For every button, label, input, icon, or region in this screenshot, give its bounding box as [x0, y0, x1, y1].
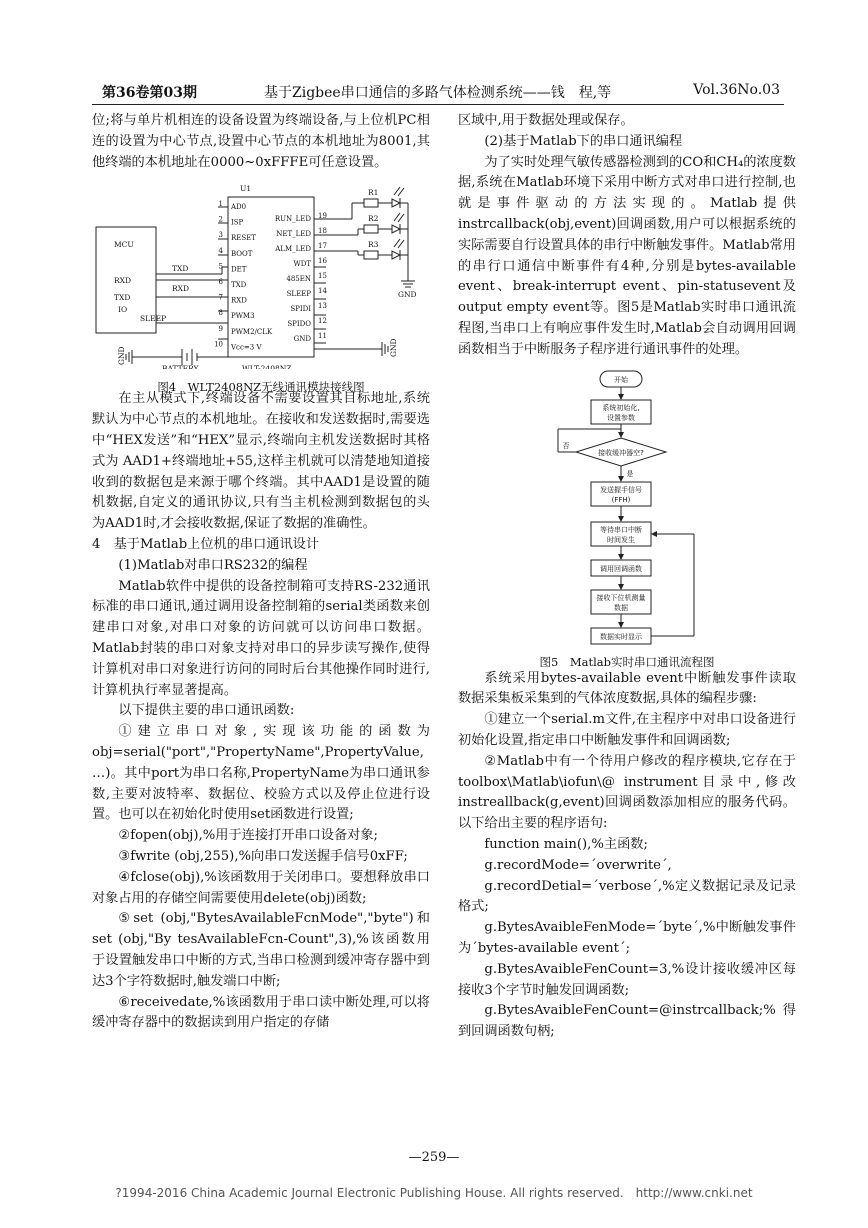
module-pin-label: DET: [231, 265, 247, 274]
sleep-wire-label: SLEEP: [140, 314, 167, 324]
paragraph: Matlab软件中提供的设备控制箱可支持RS-232通讯标准的串口通讯,通过调用设备控制箱的serial类函数来创建串口对象,对串口对象的访问就可以访问串口数据。Matlab封装的串口对象支持对串口的异步读写操作,使得计算机对串口对象进行访问的同时后台其他操作同时进行,计算机执行率显著提高。: [92, 578, 430, 698]
figure-4-caption: 图4 WLT2408NZ无线通讯模块接线图: [157, 380, 365, 395]
paragraph: ①建立一个serial.m文件,在主程序中对串口设备进行初始化设置,指定串口中断触发事件和回调函数;: [458, 712, 796, 748]
start-label: 开始: [614, 375, 628, 384]
pin-number: 8: [218, 309, 223, 318]
page-number: —259—: [408, 1150, 460, 1165]
subsection-heading: (2)基于Matlab下的串口通讯编程: [484, 133, 683, 149]
left-column: [92, 111, 430, 1034]
part-label: WLT-2408NZ: [242, 364, 292, 370]
wiring-diagram: [92, 177, 430, 369]
pin-number: 14: [318, 287, 327, 296]
paragraph: ①建立串口对象,实现该功能的函数为 obj=serial("port","PropertyName",PropertyValue, …)。其中port为串口名称,PropertyName为串口通讯参数,主要对波特率、数据位、校验方式以及停止位进行设置。也可以在初始化时使用set函数进行设置;: [92, 724, 430, 823]
issue-label: 第36卷第03期: [102, 85, 197, 101]
pin-number: 5: [218, 262, 223, 271]
paragraph: 在主从模式下,终端设备不需要设置其目标地址,系统默认为中心节点的本机地址。在接收和发送数据时,需要选中“HEX发送”和“HEX”显示,终端向主机发送数据时其格式为 AAD1+终端地址+55,这样主机就可以清楚地知道接收到的数据包是来源于哪个终端。其中AAD1是设置的随机数据,自定义的通讯协议,只有当主机检测到数据包的头为AAD1时,才会接收数据,保证了数据的准确性。: [92, 391, 430, 532]
pin-number: 7: [218, 293, 223, 302]
paragraph: 为了实时处理气敏传感器检测到的CO和CH₄的浓度数据,系统在Matlab环境下采用中断方式对串口进行控制,也就是事件驱动的方法实现的。Matlab提供instrcallback(obj,event)回调函数,用户可以根据系统的实际需要自行设置具体的串行中断触发事件。Matlab常用的串行口通信中断事件有4种,分别是bytes-available event、break-interrupt event、pin-statusevent及output empty event等。图5是Matlab实时串口通讯流程图,当串口上有响应事件发生时,Matlab会自动调用回调函数相当于中断服务子程序进行通讯事件的处理。: [458, 154, 796, 357]
gnd-left-label: GND: [117, 346, 126, 366]
u1-label: U1: [240, 184, 252, 194]
module-pin-label: AD0: [231, 203, 247, 212]
flowchart: [458, 369, 796, 645]
module-pin-label: NET_LED: [276, 230, 311, 239]
pin-number: 3: [218, 231, 223, 240]
init-label: 系统初始化,: [602, 403, 640, 412]
copyright-footer: ?1994-2016 China Academic Journal Electronic Publishing House. All rights reserved. http://www.cnki.net: [115, 1186, 753, 1200]
yes-label: 是: [626, 469, 634, 478]
r2-label: R2: [368, 214, 379, 224]
pin-number: 15: [318, 272, 327, 281]
init-label-2: 设置参数: [607, 413, 635, 422]
gnd-top-label: GND: [398, 290, 417, 300]
running-header: [92, 82, 784, 104]
module-pin-label: BOOT: [231, 250, 253, 259]
pin-number: 9: [218, 325, 223, 334]
receive-label-2: 数据: [614, 603, 628, 612]
decision-label: 接收缓冲器空?: [598, 448, 644, 457]
header-title: 基于Zigbee串口通信的多路气体检测系统——钱 程,等: [264, 85, 612, 101]
r1-label: R1: [368, 188, 379, 198]
paragraph: 系统采用bytes-available event中断触发事件读取数据采集板采集到的气体浓度数据,具体的编程步骤:: [458, 670, 796, 707]
handshake-label-2: (FFH): [611, 495, 631, 504]
pin-number: 4: [218, 247, 223, 256]
mcu-label: MCU: [114, 240, 134, 250]
pin-number: 1: [218, 200, 223, 209]
io-pin: IO: [118, 305, 128, 315]
module-pin-label: SPIDO: [287, 320, 311, 329]
paragraph: 以下提供主要的串口通讯函数:: [118, 703, 295, 719]
module-pin-label: ALM_LED: [275, 245, 311, 254]
r3-label: R3: [368, 240, 379, 250]
pin-number: 2: [218, 215, 223, 224]
module-pin-label: RUN_LED: [274, 215, 311, 224]
module-pin-label: WDT: [293, 260, 311, 269]
code-line: function main(),%主函数;: [484, 836, 648, 852]
display-label: 数据实时显示: [600, 632, 642, 641]
paragraph: 位;将与单片机相连的设备设置为终端设备,与上位机PC相连的设置为中心节点,设置中心节点的本机地址为8001,其他终端的本机地址在0000~0xFFFE可任意设置。: [92, 113, 430, 170]
figure-4: [92, 177, 430, 395]
module-pin-label: ISP: [231, 218, 244, 227]
paragraph: ⑤set (obj,"BytesAvailableFcnMode","byte")和set (obj,"By tesAvailableFcn-Count",3),%该函数用于设置触发串口中断的方式,当串口检测到缓冲寄存器中到达3个字符数据时,触发端口中断;: [92, 911, 430, 989]
paragraph: ②fopen(obj),%用于连接打开串口设备对象;: [118, 828, 378, 844]
txd-pin: TXD: [114, 293, 131, 303]
no-label: 否: [562, 441, 570, 450]
txd-wire-label: TXD: [172, 264, 189, 274]
module-pin-label: SPIDI: [290, 305, 311, 314]
section-heading: 4 基于Matlab上位机的串口通讯设计: [92, 536, 320, 552]
module-pin-label: PWM2/CLK: [231, 328, 273, 337]
callback-label: 调用回调函数: [600, 564, 642, 573]
module-pin-label: 485EN: [286, 275, 311, 284]
pin-number: 13: [318, 302, 327, 311]
pin-number: 17: [318, 242, 327, 251]
pin-number: 16: [318, 257, 327, 266]
wait-label-2: 时间发生: [607, 535, 635, 544]
code-line: g.BytesAvaibleFenCount=3,%设计接收缓冲区每接收3个字节时触发回调函数;: [458, 961, 796, 998]
module-pin-label: TXD: [231, 281, 247, 290]
paragraph: ⑥receivedate,%该函数用于串口读中断处理,可以将缓冲寄存器中的数据读到用户指定的存储: [92, 994, 430, 1031]
gnd-right-label: GND: [389, 338, 398, 358]
pin-number: 6: [218, 278, 223, 287]
pin-number: 18: [318, 227, 327, 236]
rxd-wire-label: RXD: [172, 284, 189, 294]
right-column: [458, 111, 796, 1043]
paragraph: ④fclose(obj),%该函数用于关闭串口。要想释放串口对象占用的存储空间需要使用delete(obj)函数;: [92, 869, 430, 906]
volume-label: Vol.36No.03: [693, 82, 780, 98]
code-line: g.recordMode=´overwrite´,: [484, 857, 672, 873]
paragraph: ②Matlab中有一个待用户修改的程序模块,它存在于toolbox\Matlab\iofun\@ instrument目录中,修改instreallback(g,event)回调函数添加相应的服务代码。以下给出主要的程序语句:: [458, 753, 796, 832]
code-line: g.BytesAvaibleFenCount=@instrcallback;%得到回调函数句柄;: [458, 1003, 796, 1040]
module-pin-label: GND: [293, 335, 311, 344]
code-line: g.recordDetial=´verbose´,%定义数据记录及记录格式;: [458, 878, 796, 915]
paragraph: 区域中,用于数据处理或保存。: [458, 113, 634, 128]
figure-5-caption: 图5 Matlab实时串口通讯流程图: [539, 655, 715, 670]
module-pin-label: RXD: [231, 296, 247, 305]
pin-number: 10: [214, 340, 223, 349]
receive-label: 接收下位机测量: [596, 593, 646, 602]
module-pin-label: PWM3: [231, 312, 255, 321]
module-pin-label: Vcc=3 V: [231, 343, 262, 352]
rxd-pin: RXD: [114, 276, 131, 286]
header-rule: [92, 104, 784, 105]
code-line: g.BytesAvaibleFenMode=´byte´,%中断触发事件为´bytes-available event´;: [458, 920, 796, 956]
pin-number: 11: [318, 332, 327, 341]
paragraph: ③fwrite (obj,255),%向串口发送握手信号0xFF;: [118, 848, 408, 864]
battery-label: BATTERY: [162, 364, 199, 370]
wait-label: 等待串口中断: [600, 525, 642, 534]
figure-5: [458, 369, 796, 669]
pin-number: 19: [318, 212, 327, 221]
subsection-heading: (1)Matlab对串口RS232的编程: [118, 557, 308, 573]
pin-number: 12: [318, 317, 327, 326]
module-pin-label: SLEEP: [286, 290, 311, 299]
handshake-label: 发送握手信号: [600, 485, 642, 494]
module-pin-label: RESET: [231, 234, 256, 243]
